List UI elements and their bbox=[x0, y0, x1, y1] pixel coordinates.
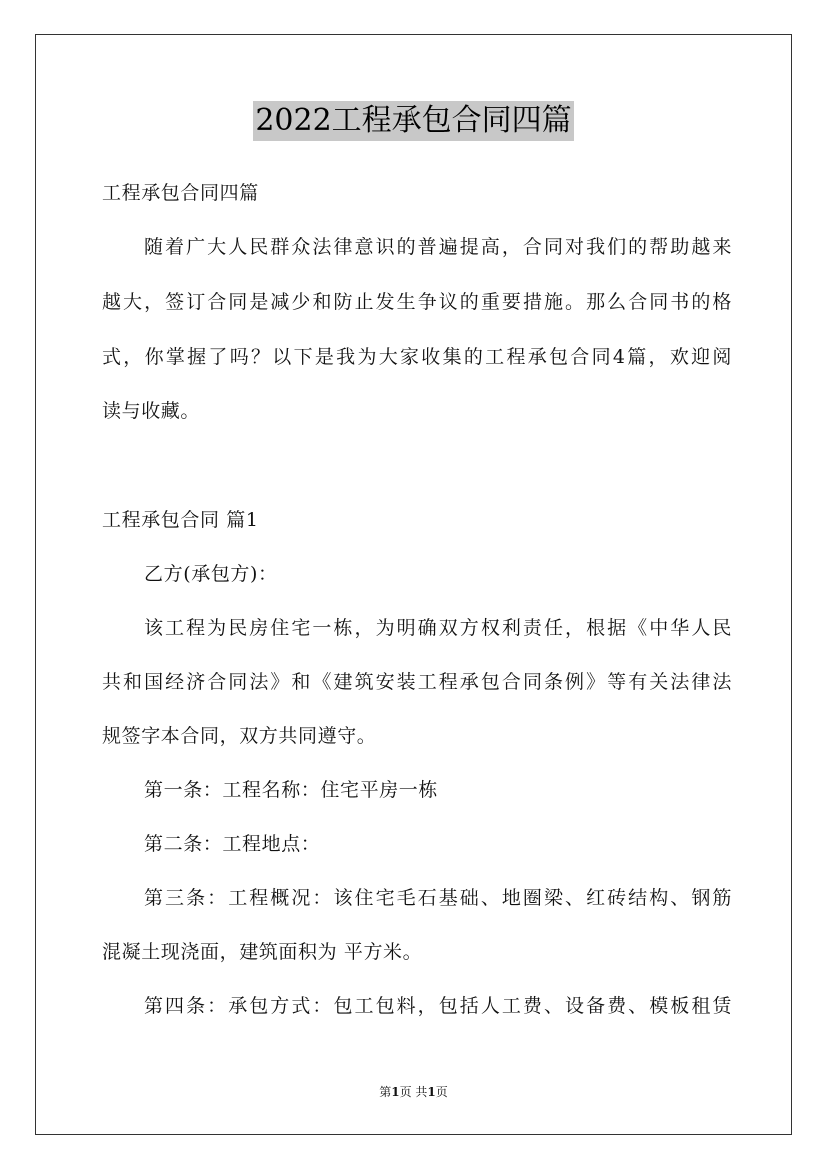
article-2: 第二条：工程地点： bbox=[144, 833, 321, 855]
paragraph-line-1: 该工程为民房住宅一栋，为明确双方权利责任，根据《中华人民 bbox=[144, 617, 732, 639]
intro-line-2: 越大，签订合同是减少和防止发生争议的重要措施。那么合同书的格 bbox=[102, 291, 732, 313]
article-3-line-2: 混凝土现浇面，建筑面积为 平方米。 bbox=[102, 941, 423, 963]
footer-mid: 页 共 bbox=[399, 1085, 428, 1099]
intro-line-1: 随着广大人民群众法律意识的普遍提高，合同对我们的帮助越来 bbox=[144, 236, 732, 258]
intro-line-4: 读与收藏。 bbox=[102, 400, 201, 422]
document-title: 2022工程承包合同四篇 bbox=[253, 101, 573, 141]
paragraph-line-3: 规签字本合同，双方共同遵守。 bbox=[102, 725, 377, 747]
footer-page-total: 1 bbox=[427, 1085, 436, 1099]
page-footer bbox=[0, 1082, 827, 1102]
article-3-line-1: 第三条：工程概况：该住宅毛石基础、地圈梁、红砖结构、钢筋 bbox=[144, 887, 732, 909]
footer-page-current: 1 bbox=[391, 1085, 400, 1099]
article-1: 第一条：工程名称：住宅平房一栋 bbox=[144, 779, 439, 801]
title-block bbox=[0, 101, 827, 141]
section-heading: 工程承包合同 篇1 bbox=[102, 509, 259, 531]
paragraph-line-2: 共和国经济合同法》和《建筑安装工程承包合同条例》等有关法律法 bbox=[102, 671, 732, 693]
document-subtitle: 工程承包合同四篇 bbox=[102, 182, 259, 204]
footer-suffix: 页 bbox=[435, 1085, 448, 1099]
footer-prefix: 第 bbox=[379, 1085, 392, 1099]
article-4-line-1: 第四条：承包方式：包工包料，包括人工费、设备费、模板租赁 bbox=[144, 995, 732, 1017]
party-b-line: 乙方(承包方)： bbox=[144, 563, 278, 585]
intro-line-3: 式，你掌握了吗？以下是我为大家收集的工程承包合同4篇，欢迎阅 bbox=[102, 346, 732, 368]
